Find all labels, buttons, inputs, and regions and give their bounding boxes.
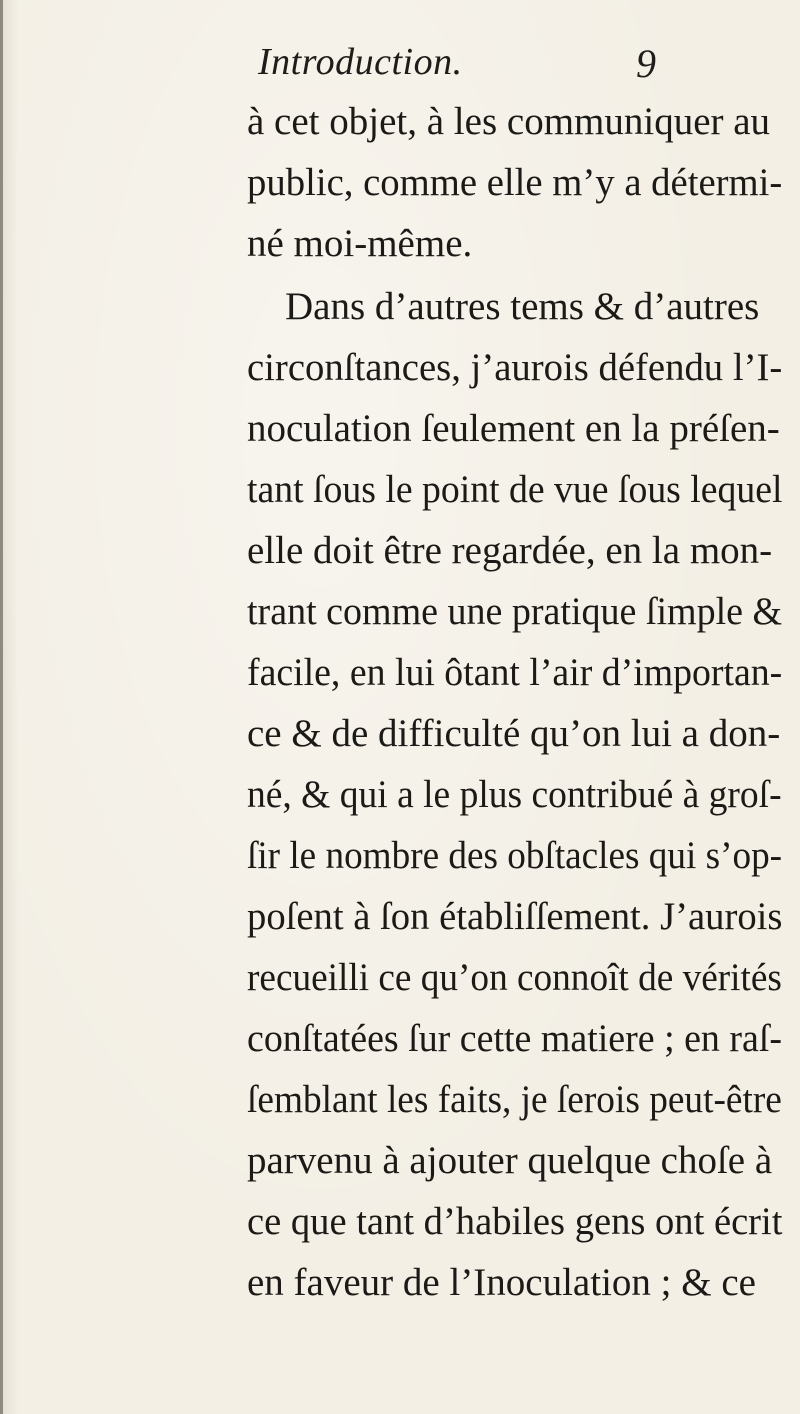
text-line: recueilli ce qu’on connoît de vérités [247,956,782,999]
text-line: né moi-même. [247,222,473,265]
text-line: circonſtances, j’aurois défendu l’I- [247,346,783,389]
page-number: 9 [636,41,656,86]
text-line: en faveur de l’Inoculation ; & ce [247,1261,756,1304]
text-line: trant comme une pratique ſimple & [247,590,783,633]
text-line: noculation ſeulement en la préſen- [247,407,780,450]
text-line: public, comme elle m’y a détermi- [247,161,783,204]
text-line: elle doit être regardée, en la mon- [247,529,773,572]
text-line: parvenu à ajouter quelque choſe à [247,1139,773,1182]
text-line: poſent à ſon établiſſement. J’aurois [247,895,783,938]
text-line: conſtatées ſur cette matiere ; en raſ- [247,1017,783,1060]
text-line: à cet objet, à les communiquer au [247,100,771,143]
text-line: facile, en lui ôtant l’air d’importan- [247,651,783,694]
text-line: ce que tant d’habiles gens ont écrit [247,1200,783,1243]
running-title: Introduction. [258,41,463,83]
text-line: tant ſous le point de vue ſous lequel [247,468,783,511]
text-line: ſir le nombre des obſtacles qui s’op- [247,834,783,877]
text-line: ſemblant les faits, je ſerois peut-être [247,1078,782,1121]
text-line: né, & qui a le plus contribué à groſ- [247,773,782,816]
text-line: Dans d’autres tems & d’autres [285,285,760,328]
text-line: ce & de difficulté qu’on lui a don- [247,712,781,755]
